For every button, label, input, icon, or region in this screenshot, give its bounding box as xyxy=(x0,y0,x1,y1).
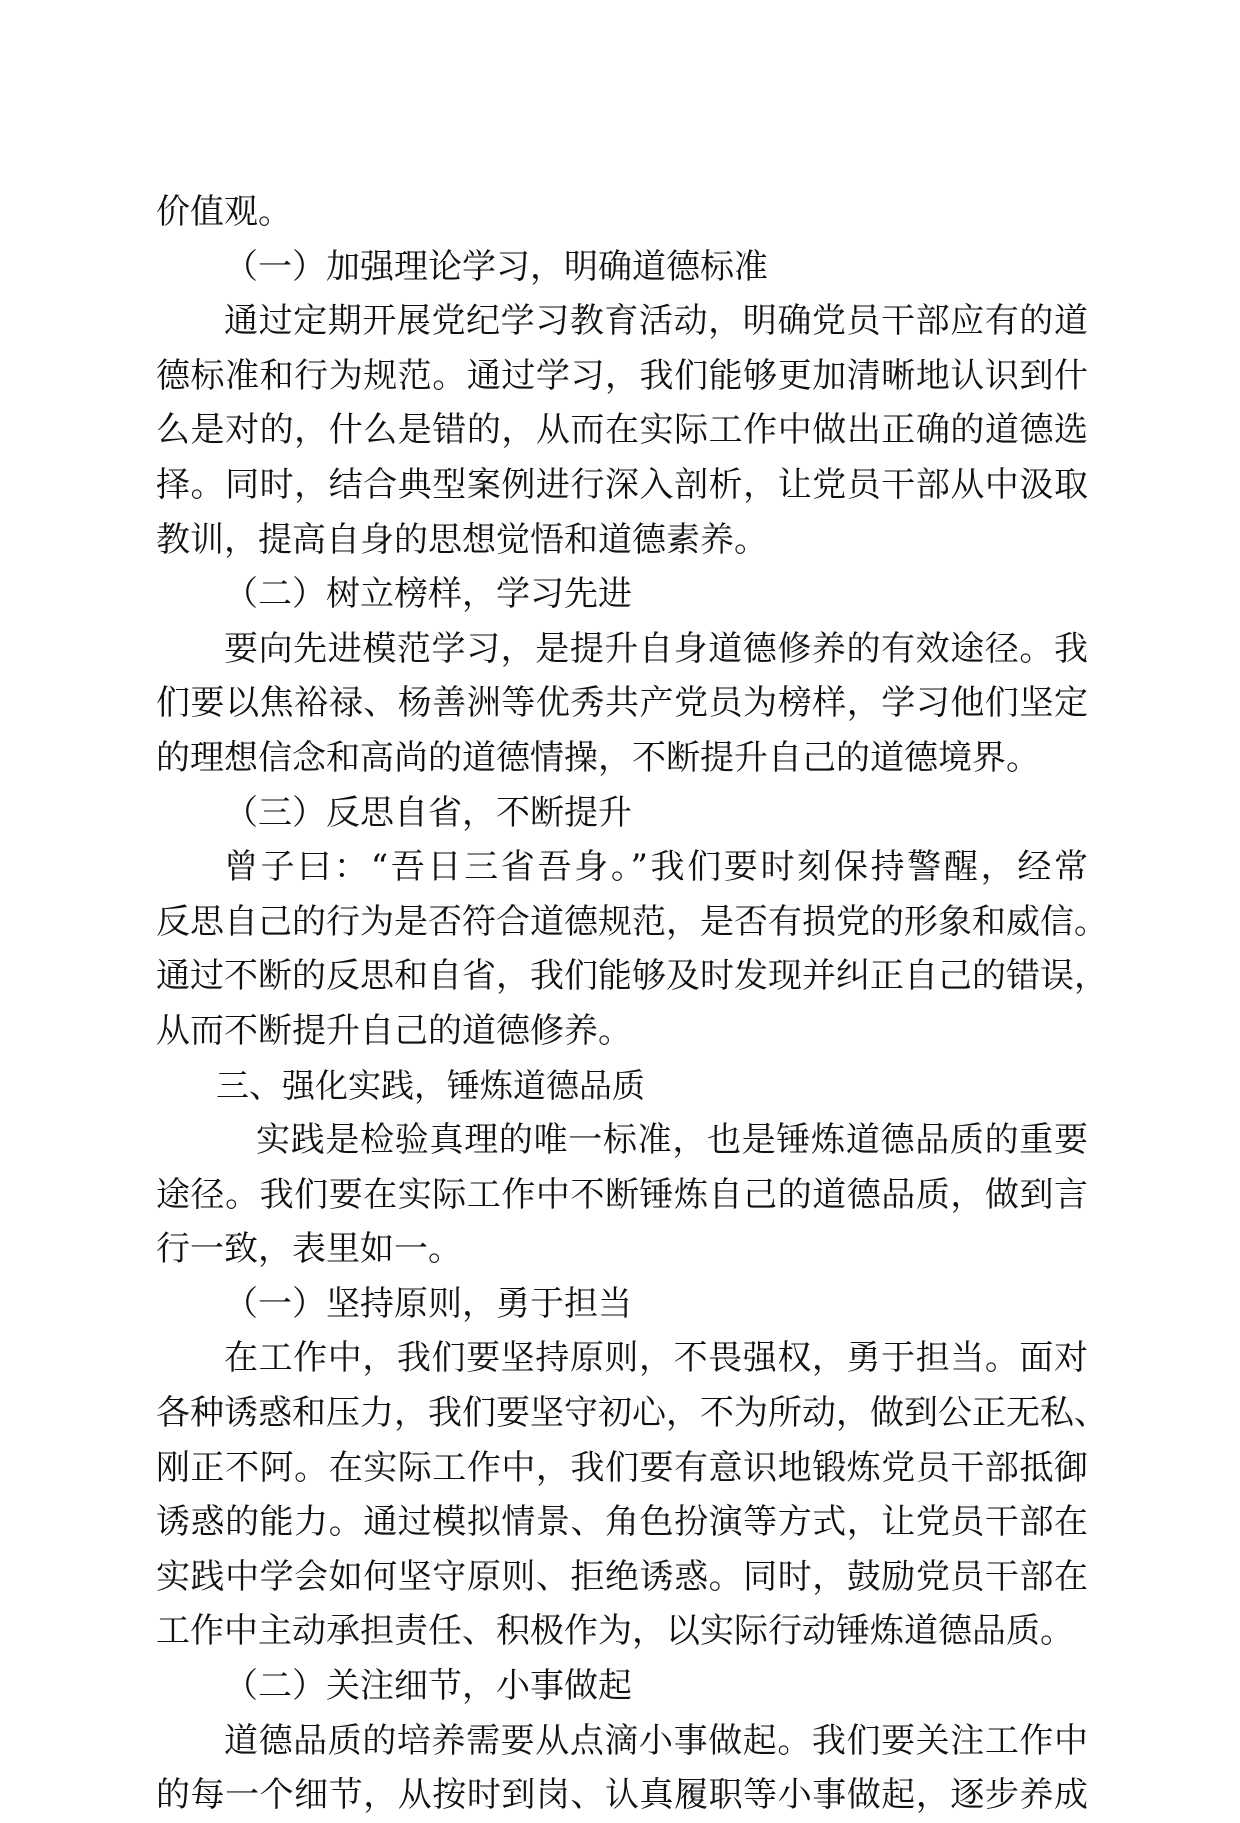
paragraph-line: 途径。我们要在实际工作中不断锤炼自己的道德品质，做到言 xyxy=(156,1174,1088,1215)
paragraph-line: 实践是检验真理的唯一标准，也是锤炼道德品质的重要 xyxy=(256,1120,1088,1161)
paragraph-line: 通过定期开展党纪学习教育活动，明确党员干部应有的道 xyxy=(224,301,1088,342)
paragraph-line: 在工作中，我们要坚持原则，不畏强权，勇于担当。面对 xyxy=(224,1338,1088,1379)
chapter-heading: 三、强化实践，锤炼道德品质 xyxy=(216,1065,645,1105)
paragraph-line: 刚正不阿。在实际工作中，我们要有意识地锻炼党员干部抵御 xyxy=(156,1447,1088,1488)
paragraph-line: 道德品质的培养需要从点滴小事做起。我们要关注工作中 xyxy=(224,1720,1088,1761)
paragraph-line: 实践中学会如何坚守原则、拒绝诱惑。同时，鼓励党员干部在 xyxy=(156,1556,1088,1597)
section-heading: （一）加强理论学习，明确道德标准 xyxy=(224,246,768,287)
paragraph-line: 德标准和行为规范。通过学习，我们能够更加清晰地认识到什 xyxy=(156,355,1088,396)
section-heading: （一）坚持原则，勇于担当 xyxy=(224,1283,632,1324)
paragraph-line: 么是对的，什么是错的，从而在实际工作中做出正确的道德选 xyxy=(156,410,1088,451)
paragraph-line: 行一致，表里如一。 xyxy=(156,1229,462,1270)
paragraph-line: 的每一个细节，从按时到岗、认真履职等小事做起，逐步养成 xyxy=(156,1775,1088,1816)
paragraph-line: 择。同时，结合典型案例进行深入剖析，让党员干部从中汲取 xyxy=(156,464,1088,505)
paragraph-line: 教训，提高自身的思想觉悟和道德素养。 xyxy=(156,519,768,560)
section-heading: （二）关注细节，小事做起 xyxy=(224,1666,632,1707)
section-heading: （三）反思自省，不断提升 xyxy=(224,792,632,833)
paragraph-line: 们要以焦裕禄、杨善洲等优秀共产党员为榜样，学习他们坚定 xyxy=(156,683,1088,724)
paragraph-line: 从而不断提升自己的道德修养。 xyxy=(156,1010,632,1051)
document-body xyxy=(156,185,1108,1823)
paragraph-line: 反思自己的行为是否符合道德规范，是否有损党的形象和威信。 xyxy=(156,901,1108,942)
paragraph-line: 价值观。 xyxy=(156,192,292,232)
paragraph-line: 工作中主动承担责任、积极作为，以实际行动锤炼道德品质。 xyxy=(156,1611,1074,1652)
paragraph-line: 各种诱惑和压力，我们要坚守初心，不为所动，做到公正无私、 xyxy=(156,1393,1108,1434)
paragraph-line: 诱惑的能力。通过模拟情景、角色扮演等方式，让党员干部在 xyxy=(156,1502,1088,1543)
paragraph-line: 的理想信念和高尚的道德情操，不断提升自己的道德境界。 xyxy=(156,737,1040,778)
paragraph-line: 曾子曰：“吾日三省吾身。”我们要时刻保持警醒，经常 xyxy=(224,847,1088,888)
paragraph-line: 要向先进模范学习，是提升自身道德修养的有效途径。我 xyxy=(224,628,1088,669)
section-heading: （二）树立榜样，学习先进 xyxy=(224,574,632,615)
paragraph-line: 通过不断的反思和自省，我们能够及时发现并纠正自己的错误， xyxy=(156,956,1108,997)
